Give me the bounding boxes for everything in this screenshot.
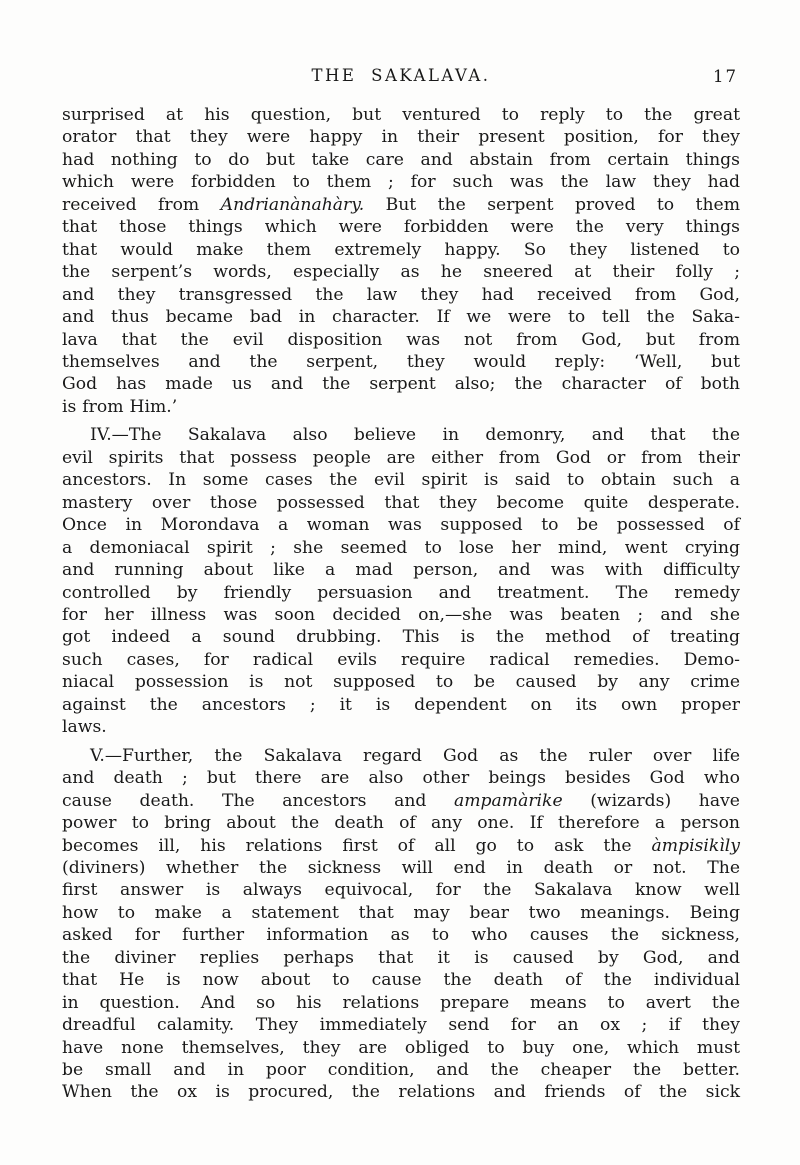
text-run: a demoniacal spirit ; she seemed to lose her mind, went crying [62, 537, 740, 558]
text-line [62, 716, 740, 738]
text-line [62, 649, 740, 671]
text-run: got indeed a sound drubbing. This is the method of treating [62, 627, 740, 648]
text-line [62, 492, 740, 514]
page-body [62, 104, 740, 1104]
running-title: THE SAKALAVA. [311, 66, 491, 85]
text-line [62, 582, 740, 604]
text-run: themselves and the serpent, they would reply: ‘Well, but [62, 351, 740, 372]
text-run: orator that they were happy in their present position, for they [62, 127, 740, 148]
text-line [62, 671, 740, 693]
text-run: power to bring about the death of any one. If therefore a person [62, 813, 740, 834]
text-line [62, 924, 740, 946]
text-run: Once in Morondava a woman was supposed to be possessed of [62, 515, 740, 536]
text-run: becomes ill, his relations first of all go to ask the [62, 835, 652, 856]
text-line [62, 424, 740, 446]
text-line [62, 879, 740, 901]
text-line [62, 194, 740, 216]
text-line [62, 171, 740, 193]
text-line [62, 447, 740, 469]
text-run: and they transgressed the law they had received from God, [62, 284, 740, 305]
text-run: which were forbidden to them ; for such was the law they had [62, 172, 740, 193]
text-line [62, 469, 740, 491]
text-run: the serpent’s words, especially as he sneered at their folly ; [62, 262, 740, 283]
text-run: that those things which were forbidden were the very things [62, 217, 740, 238]
text-line [62, 902, 740, 924]
text-run: controlled by friendly persuasion and treatment. The remedy [62, 582, 740, 603]
paragraph [62, 104, 740, 418]
text-line [62, 790, 740, 812]
text-line [62, 767, 740, 789]
text-line [62, 216, 740, 238]
text-run: the diviner replies perhaps that it is caused by God, and [62, 947, 740, 968]
text-run: had nothing to do but take care and abstain from certain things [62, 149, 740, 170]
text-run: in question. And so his relations prepare means to avert the [62, 992, 740, 1013]
text-line [62, 373, 740, 395]
text-run: niacal possession is not supposed to be caused by any crime [62, 672, 740, 693]
text-run: first answer is always equivocal, for the Sakalava know well [62, 880, 740, 901]
text-run: (wizards) have [562, 790, 740, 811]
text-run: received from [62, 194, 221, 215]
text-run: that would make them extremely happy. So they listened to [62, 239, 740, 260]
text-line [62, 126, 740, 148]
text-run: surprised at his question, but ventured to reply to the great [62, 105, 740, 125]
text-run: cause death. The ancestors and [62, 790, 454, 811]
italic-term: Andrianànahàry. [220, 194, 365, 215]
text-run: evil spirits that possess people are either from God or from their [62, 447, 740, 468]
text-line [62, 1014, 740, 1036]
text-run: and death ; but there are also other beings besides God who [62, 768, 740, 789]
text-run: ancestors. In some cases the evil spirit is said to obtain such a [62, 470, 740, 491]
text-line [62, 1059, 740, 1081]
text-run: (diviners) whether the sickness will end in death or not. The [62, 857, 740, 878]
text-line [62, 239, 740, 261]
text-line [62, 857, 740, 879]
text-run: dreadful calamity. They immediately send for an ox ; if they [62, 1015, 740, 1036]
text-line [62, 947, 740, 969]
text-line [62, 694, 740, 716]
text-line [62, 1081, 740, 1103]
text-line [62, 626, 740, 648]
text-run: and thus became bad in character. If we were to tell the Saka- [62, 307, 740, 328]
text-run: asked for further information as to who causes the sickness, [62, 925, 740, 946]
text-line [62, 396, 740, 418]
text-run: lava that the evil disposition was not from God, but from [62, 329, 740, 350]
text-line [62, 261, 740, 283]
italic-term: àmpisikìly [651, 835, 740, 856]
text-line [62, 745, 740, 767]
italic-term: ampamàrike [454, 790, 563, 811]
text-run: that He is now about to cause the death of the individual [62, 970, 740, 991]
text-run: mastery over those possessed that they become quite desperate. [62, 492, 740, 513]
text-run: laws. [62, 717, 107, 738]
text-line [62, 835, 740, 857]
text-run: God has made us and the serpent also; the character of both [62, 374, 740, 395]
text-line [62, 284, 740, 306]
text-run: against the ancestors ; it is dependent on its own proper [62, 694, 740, 715]
text-line [62, 537, 740, 559]
page-number: 17 [713, 67, 738, 86]
text-line [62, 604, 740, 626]
text-line [62, 992, 740, 1014]
text-run: and running about like a mad person, and was with difficulty [62, 560, 740, 581]
text-line [62, 149, 740, 171]
text-run: such cases, for radical evils require radical remedies. Demo- [62, 649, 740, 670]
text-run: IV.—The Sakalava also believe in demonry, and that the [90, 425, 740, 446]
text-run: how to make a statement that may bear two meanings. Being [62, 902, 740, 923]
page-header [62, 66, 740, 92]
text-line [62, 351, 740, 373]
paragraph [62, 745, 740, 1104]
text-line [62, 969, 740, 991]
text-line [62, 1037, 740, 1059]
text-run: be small and in poor condition, and the cheaper the better. [62, 1060, 740, 1081]
text-line [62, 104, 740, 126]
text-line [62, 812, 740, 834]
text-run: have none themselves, they are obliged to buy one, which must [62, 1037, 740, 1058]
text-run: When the ox is procured, the relations and friends of the sick [62, 1082, 740, 1103]
text-line [62, 514, 740, 536]
text-run: is from Him.’ [62, 396, 178, 417]
text-run: But the serpent proved to them [364, 194, 741, 215]
text-line [62, 559, 740, 581]
paragraph [62, 424, 740, 738]
text-run: for her illness was soon decided on,—she was beaten ; and she [62, 604, 740, 625]
text-line [62, 329, 740, 351]
text-run: V.—Further, the Sakalava regard God as the ruler over life [90, 745, 740, 766]
text-line [62, 306, 740, 328]
